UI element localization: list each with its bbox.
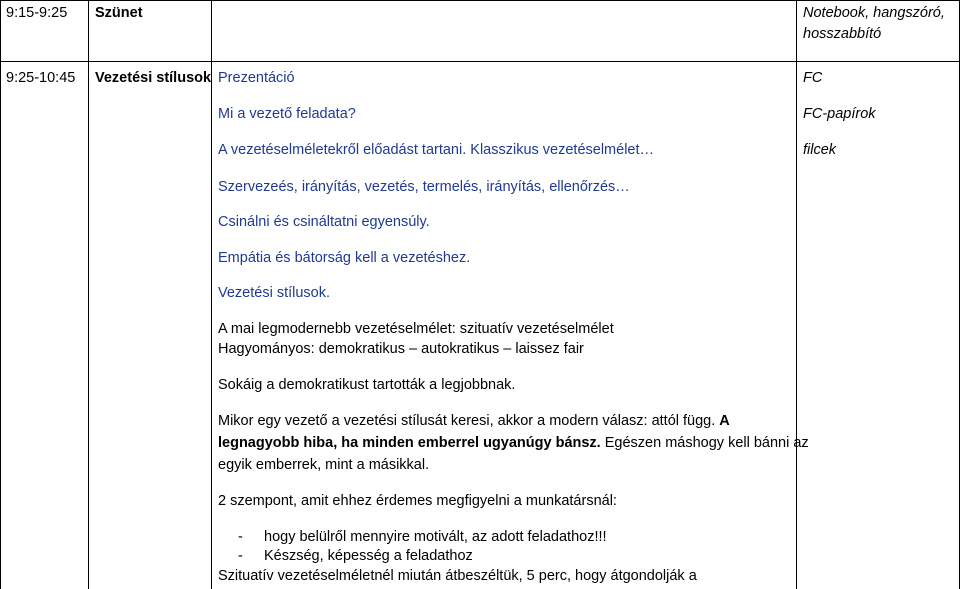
content-line-situational: Szituatív vezetéselméletnél miután átbeszéltük, 5 perc, hogy átgondolják a	[218, 568, 697, 584]
content-line-skill: Készség, képesség a feladathoz	[264, 548, 473, 564]
row1-materials-line2: hosszabbító	[803, 26, 882, 42]
column-divider-3	[796, 0, 797, 589]
content-line-motivation: hogy belülről mennyire motivált, az adott feladathoz!!!	[264, 529, 607, 545]
content-line-styles: Vezetési stílusok.	[218, 285, 331, 301]
content-line-answer-text: Mikor egy vezető a vezetési stílusát keresi, akkor a modern válasz: attól függ.	[218, 413, 716, 429]
row1-materials-line1: Notebook, hangszóró,	[803, 5, 945, 21]
content-line-modern-theory: A mai legmodernebb vezetéselmélet: szituatív vezetéselmélet	[218, 321, 614, 337]
row2-time: 9:25-10:45	[6, 70, 76, 86]
column-divider-2	[211, 0, 212, 589]
bullet-dash-2: -	[238, 548, 243, 564]
content-line-other-people: egyik emberrek, mint a másikkal.	[218, 457, 430, 473]
content-line-answer	[218, 412, 730, 430]
row1-time: 9:15-9:25	[6, 5, 68, 21]
row2-title: Vezetési stílusok	[95, 70, 212, 86]
row-divider-1	[0, 61, 960, 62]
row1-title: Szünet	[95, 5, 143, 21]
content-line-biggest-mistake	[218, 434, 809, 452]
row2-material-fc: FC	[803, 70, 823, 86]
content-line-biggest-mistake-rest: Egészen máshogy kell bánni az	[604, 435, 809, 451]
content-line-functions: Szervezeés, irányítás, vezetés, termelés, irányítás, ellenőrzés…	[218, 179, 630, 195]
content-line-presentation: Prezentáció	[218, 70, 295, 86]
column-divider-1	[88, 0, 89, 589]
content-line-leader-task: Mi a vezető feladata?	[218, 106, 356, 122]
bullet-dash-1: -	[238, 529, 243, 545]
content-line-democratic-best: Sokáig a demokratikust tartották a legjobbnak.	[218, 377, 516, 393]
content-line-biggest-mistake-bold: legnagyobb hiba, ha minden emberrel ugyanúgy bánsz.	[218, 435, 601, 451]
row2-material-fc-paper: FC-papírok	[803, 106, 876, 122]
content-line-answer-bold-start: A	[719, 413, 730, 429]
content-line-two-aspects: 2 szempont, amit ehhez érdemes megfigyelni a munkatársnál:	[218, 493, 617, 509]
table-border-top	[0, 0, 960, 1]
content-line-empathy: Empátia és bátorság kell a vezetéshez.	[218, 250, 471, 266]
content-line-traditional: Hagyományos: demokratikus – autokratikus – laissez fair	[218, 341, 584, 357]
table-border-left	[0, 0, 1, 589]
row2-material-markers: filcek	[803, 142, 837, 158]
content-line-lecture: A vezetéselméletekről előadást tartani. Klasszikus vezetéselmélet…	[218, 142, 655, 158]
content-line-balance: Csinálni és csináltatni egyensúly.	[218, 214, 430, 230]
